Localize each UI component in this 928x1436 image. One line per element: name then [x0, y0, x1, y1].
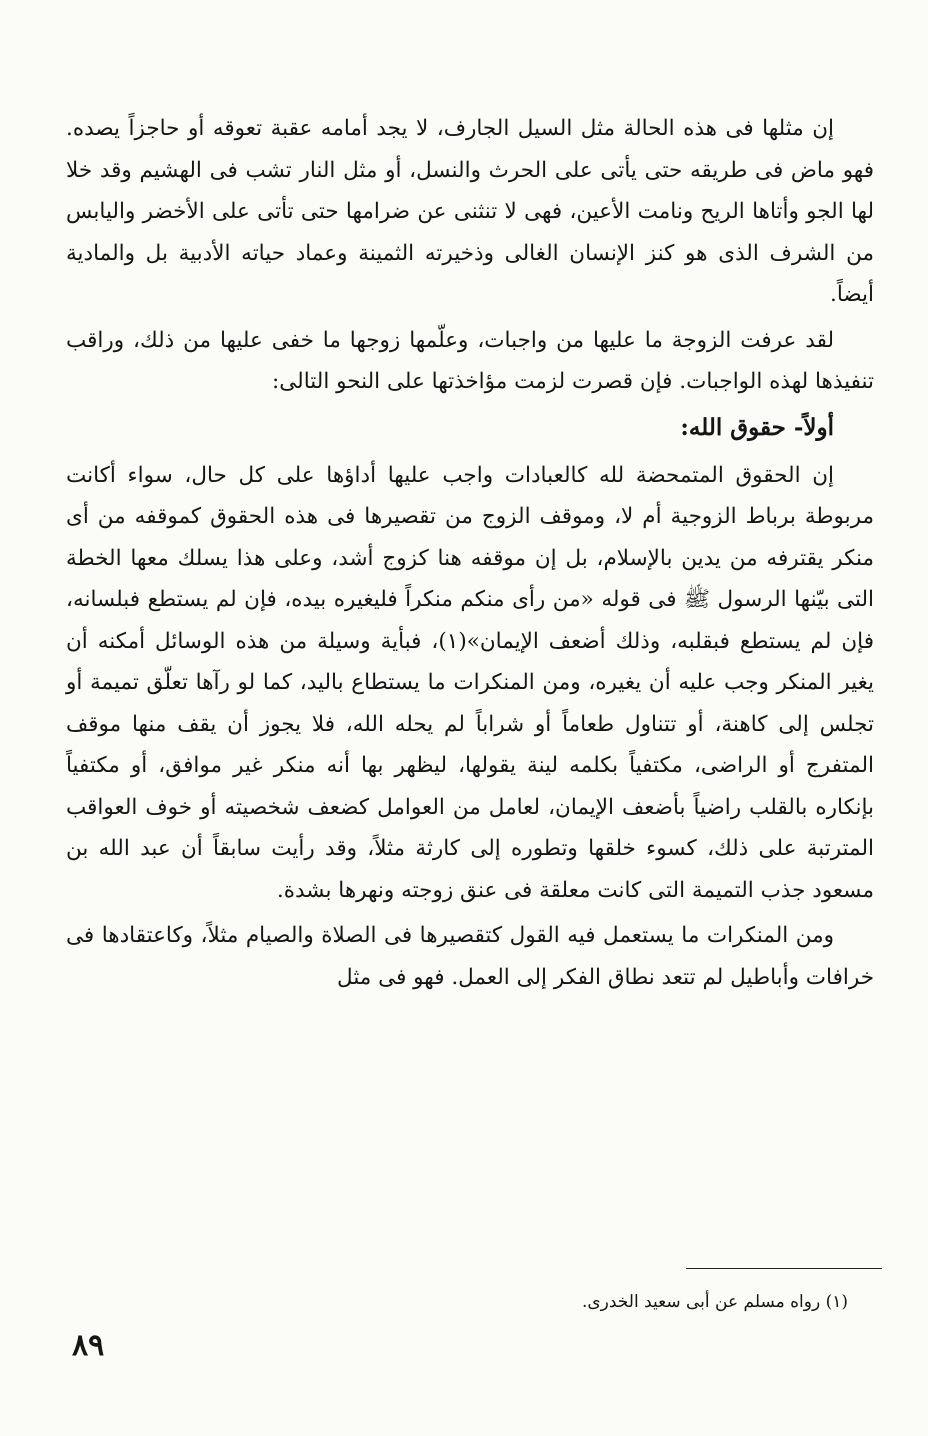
page-number: ٨٩ [72, 1328, 105, 1363]
body-text [66, 108, 874, 1002]
footnote-divider [686, 1268, 882, 1269]
footnote: (١) رواه مسلم عن أبى سعيد الخدرى. [581, 1292, 848, 1312]
paragraph-4: ومن المنكرات ما يستعمل فيه القول كتقصيرها فى الصلاة والصيام مثلاً، وكاعتقادها فى خرافات وأباطيل لم تتعد نطاق الفكر إلى العمل. فهو فى مثل [66, 923, 874, 990]
paragraph-3: إن الحقوق المتمحضة لله كالعبادات واجب عليها أداؤها على كل حال، سواء أكانت مربوطة برباط الزوجية أم لا، وموقف الزوج من تقصيرها فى هذه الحقوق كموقفه من أى منكر يقترفه من يدين بالإسلام، بل إن موقفه هنا كزوج أشد، وعلى هذا يسلك معها الخطة التى بيّنها الرسول ﷺ فى قوله «من رأى منكم منكراً فليغيره بيده، فإن لم يستطع فبلسانه، فإن لم يستطع فبقلبه، وذلك أضعف الإيمان»(١)، فبأية وسيلة من هذه الوسائل أمكنه أن يغير المنكر وجب عليه أن يغيره، ومن المنكرات ما يستطاع باليد، كما لو رآها تعلّق تميمة أو تجلس إلى كاهنة، أو تتناول طعاماً أو شراباً لم يحله الله، فلا يجوز أن يقف منها موقف المتفرج أو الراضى، مكتفياً بكلمه لينة يقولها، ليظهر بها أنه منكر غير موافق، أو مكتفياً بإنكاره بالقلب راضياً بأضعف الإيمان، لعامل من العوامل كضعف شخصيته أو خوف العواقب المترتبة على ذلك، كسوء خلقها وتطوره إلى كارثة مثلاً، وقد رأيت سابقاً أن عبد الله بن مسعود جذب التميمة التى كانت معلقة فى عنق زوجته ونهرها بشدة. [66, 462, 874, 903]
paragraph-1: إن مثلها فى هذه الحالة مثل السيل الجارف، لا يجد أمامه عقبة تعوقه أو حاجزاً يصده. فهو ماض فى طريقه حتى يأتى على الحرث والنسل، أو مثل النار تشب فى الهشيم وقد خلا لها الجو وأتاها الريح ونامت الأعين، فهى لا تنثنى عن ضرامها حتى تأتى على الأخضر واليابس من الشرف الذى هو كنز الإنسان الغالى وذخيرته الثمينة وعماد حياته الأدبية بل والمادية أيضاً. [66, 116, 874, 307]
section-heading: أولاً- حقوق الله: [680, 413, 834, 441]
paragraph-2: لقد عرفت الزوجة ما عليها من واجبات، وعلّمها زوجها ما خفى عليها من ذلك، وراقب تنفيذها لهذه الواجبات. فإن قصرت لزمت مؤاخذتها على النحو التالى: [66, 327, 874, 394]
